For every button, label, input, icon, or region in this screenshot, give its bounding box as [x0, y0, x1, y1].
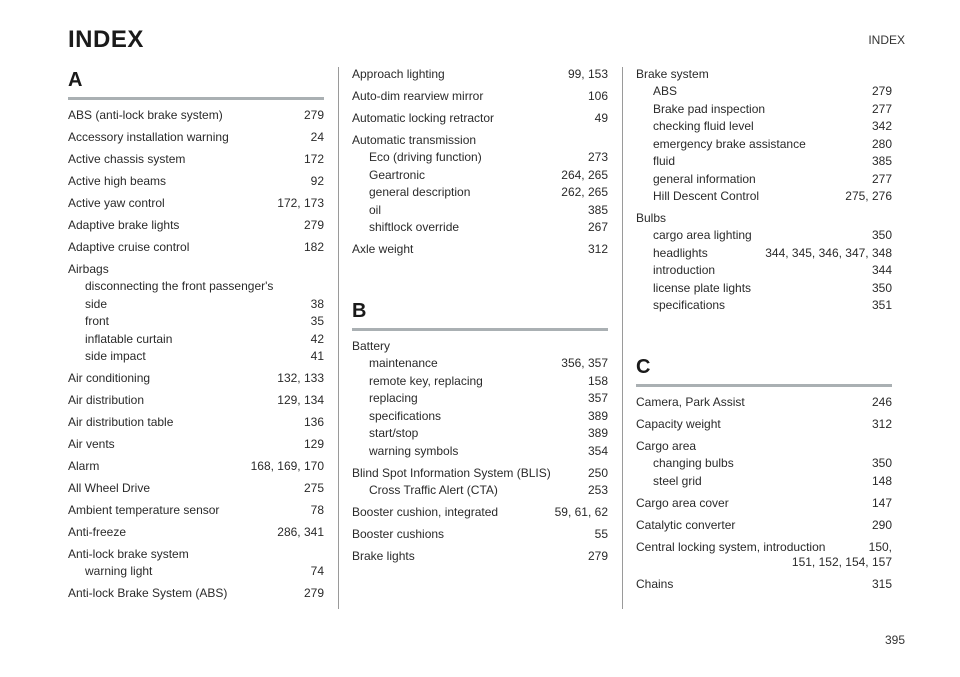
sub-entry-row	[369, 168, 608, 183]
entry-row	[68, 393, 324, 408]
entry-term: Cargo area cover	[636, 495, 729, 510]
sub-entry-row	[653, 189, 892, 204]
sub-entry-term: Eco (driving function)	[369, 150, 482, 164]
entry-row	[352, 549, 608, 564]
sub-entry-row	[653, 298, 892, 313]
index-entry	[68, 481, 324, 496]
sub-entry-term: Hill Descent Control	[653, 189, 760, 203]
entry-pages: 246	[871, 395, 892, 409]
entry-pages: 59, 61, 62	[554, 504, 608, 519]
entry-pages: 55	[594, 526, 608, 541]
sub-entry-term: side impact	[85, 349, 146, 363]
sub-entry-row	[653, 137, 892, 152]
sub-entry-row	[85, 279, 324, 294]
entry-term: Air vents	[68, 437, 115, 451]
entry-term: Anti-lock Brake System (ABS)	[68, 586, 228, 600]
entry-term: Auto-dim rearview mirror	[352, 89, 484, 103]
index-entry	[68, 371, 324, 386]
letter-rule	[352, 328, 608, 331]
sub-entry-pages: 253	[587, 482, 608, 497]
sub-entry-term: introduction	[653, 263, 716, 277]
entry-row	[352, 527, 608, 542]
sub-entry-pages: 385	[587, 202, 608, 217]
entry-row	[68, 503, 324, 518]
sub-entry-term: specifications	[653, 298, 726, 312]
entry-row	[68, 586, 324, 601]
sub-entries	[352, 356, 608, 459]
entry-row	[352, 339, 608, 354]
running-head: INDEX	[868, 33, 905, 47]
letter-heading: A	[68, 69, 83, 91]
sub-entry-pages: 389	[587, 408, 608, 423]
entry-term: Capacity weight	[636, 417, 721, 431]
sub-entries	[636, 228, 892, 313]
entry-term: Automatic transmission	[352, 133, 477, 147]
letter-rule	[68, 97, 324, 100]
sub-entry-pages: 148	[871, 473, 892, 488]
entry-term: Air conditioning	[68, 371, 151, 385]
sub-entry-term: fluid	[653, 154, 676, 168]
page-number: 395	[884, 633, 905, 647]
entry-pages: 136	[303, 415, 324, 429]
entry-row	[68, 108, 324, 123]
index-entry	[68, 525, 324, 540]
entry-term: Active high beams	[68, 174, 167, 188]
entry-row	[68, 459, 324, 474]
sub-entry-term: changing bulbs	[653, 456, 734, 470]
index-entry	[68, 393, 324, 408]
index-entry	[636, 67, 892, 204]
entry-term: Brake system	[636, 67, 709, 81]
entry-pages: 49	[594, 111, 608, 125]
entry-term: Booster cushion, integrated	[352, 504, 499, 519]
sub-entry-row	[653, 154, 892, 169]
index-entry	[68, 503, 324, 518]
sub-entry-row	[369, 185, 608, 200]
entry-row	[68, 152, 324, 167]
entry-pages: 279	[303, 218, 324, 232]
index-entry	[636, 439, 892, 489]
entry-row	[68, 262, 324, 277]
letter-heading-block	[68, 69, 324, 100]
letter-heading-block	[352, 300, 608, 331]
entry-pages: 275	[303, 481, 324, 495]
sub-entry-term: checking fluid level	[653, 119, 754, 133]
entry-row	[68, 437, 324, 452]
sub-entry-pages: 74	[310, 564, 324, 578]
sub-entry-row	[653, 263, 892, 278]
sub-entry-pages: 350	[871, 228, 892, 242]
sub-entry-term: start/stop	[369, 426, 419, 440]
entry-row	[352, 89, 608, 104]
sub-entry-row	[369, 356, 608, 371]
entry-row	[636, 417, 892, 432]
entry-pages: 99, 153	[567, 67, 608, 81]
index-entry	[636, 496, 892, 511]
sub-entry-pages: 350	[871, 456, 892, 470]
sub-entry-pages: 279	[871, 84, 892, 98]
sub-entry-term: Cross Traffic Alert (CTA)	[369, 482, 498, 497]
sub-entry-term: cargo area lighting	[653, 228, 752, 242]
entry-pages: 132, 133	[277, 371, 324, 385]
entry-row	[636, 395, 892, 410]
entry-pages: 279	[303, 586, 324, 600]
sub-entry-term: warning symbols	[369, 443, 459, 458]
sub-entry-term: Geartronic	[369, 167, 426, 182]
entry-row	[352, 466, 608, 481]
index-column-1	[68, 67, 324, 608]
sub-entry-pages: 158	[587, 373, 608, 388]
entry-pages: 147	[871, 495, 892, 510]
entry-pages: 182	[303, 240, 324, 254]
sub-entry-row	[369, 391, 608, 406]
entry-term: Approach lighting	[352, 67, 445, 81]
entry-term: Booster cushions	[352, 526, 445, 541]
entry-pages: 129	[303, 437, 324, 451]
sub-entry-pages: 35	[310, 314, 324, 328]
entry-term: Adaptive brake lights	[68, 218, 180, 232]
sub-entry-term: remote key, replacing	[369, 373, 483, 388]
sub-entry-term: specifications	[369, 408, 442, 423]
letter-rule	[636, 384, 892, 387]
entry-row	[68, 174, 324, 189]
sub-entry-row	[369, 409, 608, 424]
index-entry	[68, 459, 324, 474]
sub-entry-row	[653, 281, 892, 296]
sub-entry-term: general description	[369, 185, 471, 199]
entry-term: Anti-freeze	[68, 525, 127, 539]
index-entry	[68, 218, 324, 233]
index-entry	[68, 196, 324, 211]
entry-row	[68, 481, 324, 496]
sub-entry-row	[369, 203, 608, 218]
sub-entry-pages: 273	[587, 150, 608, 164]
index-entry	[68, 262, 324, 364]
sub-entry-row	[369, 444, 608, 459]
sub-entry-term: warning light	[85, 564, 153, 578]
entry-term: Air distribution table	[68, 415, 174, 429]
entry-term: All Wheel Drive	[68, 481, 151, 495]
letter-heading-block	[636, 356, 892, 387]
sub-entry-term: disconnecting the front passenger's	[85, 279, 274, 293]
sub-entry-pages: 356, 357	[561, 356, 608, 370]
page-title: INDEX	[68, 26, 144, 53]
entry-row	[68, 196, 324, 211]
entry-pages: 250	[587, 465, 608, 480]
sub-entry-term: Brake pad inspection	[653, 101, 766, 116]
entry-term: Active chassis system	[68, 152, 186, 166]
entry-term: Alarm	[68, 459, 100, 473]
entry-row	[68, 525, 324, 540]
entry-pages: 315	[871, 576, 892, 591]
entry-term: Blind Spot Information System (BLIS)	[352, 465, 551, 480]
entry-pages: 24	[310, 130, 324, 144]
index-entry	[636, 211, 892, 313]
index-entry	[352, 111, 608, 126]
sub-entry-row	[85, 297, 324, 312]
entry-term: Camera, Park Assist	[636, 395, 745, 409]
sub-entry-pages: 344, 345, 346, 347, 348	[765, 245, 892, 260]
sub-entry-pages: 354	[587, 443, 608, 458]
sub-entry-row	[653, 474, 892, 489]
index-entry	[352, 242, 608, 257]
sub-entry-term: replacing	[369, 391, 418, 405]
entry-term: Bulbs	[636, 211, 667, 225]
index-entry	[352, 466, 608, 498]
sub-entry-row	[653, 172, 892, 187]
sub-entry-row	[653, 119, 892, 134]
index-entry	[68, 130, 324, 145]
entry-row	[352, 242, 608, 257]
sub-entry-row	[369, 483, 608, 498]
column-divider	[338, 67, 339, 609]
sub-entry-pages: 389	[587, 426, 608, 440]
sub-entry-row	[653, 228, 892, 243]
sub-entry-row	[369, 220, 608, 235]
entry-pages: 106	[587, 89, 608, 103]
sub-entry-pages: 277	[871, 171, 892, 186]
entry-pages: 312	[871, 417, 892, 431]
sub-entry-term: inflatable curtain	[85, 331, 173, 346]
sub-entry-term: maintenance	[369, 356, 438, 370]
sub-entry-term: steel grid	[653, 473, 702, 488]
entry-term: Battery	[352, 339, 391, 353]
sub-entry-pages: 262, 265	[561, 185, 608, 199]
entry-row	[636, 211, 892, 226]
entry-term: Axle weight	[352, 242, 414, 256]
entry-row	[352, 505, 608, 520]
sub-entry-pages: 351	[871, 298, 892, 312]
column-divider	[622, 67, 623, 609]
index-entry	[352, 89, 608, 104]
sub-entry-term: ABS	[653, 84, 678, 98]
section-spacer	[636, 320, 892, 354]
sub-entry-row	[369, 150, 608, 165]
entry-pages: 92	[310, 174, 324, 188]
entry-term: Cargo area	[636, 439, 697, 453]
entry-row	[636, 67, 892, 82]
sub-entry-pages: 277	[871, 101, 892, 116]
entry-row	[636, 540, 892, 555]
entry-pages: 312	[587, 242, 608, 256]
sub-entry-pages: 344	[871, 263, 892, 277]
sub-entries	[352, 150, 608, 235]
index-entry	[68, 415, 324, 430]
letter-heading: C	[636, 356, 651, 378]
entry-term: Airbags	[68, 262, 109, 276]
entry-row	[68, 130, 324, 145]
entry-pages: 286, 341	[277, 525, 324, 539]
sub-entry-term: side	[85, 296, 108, 311]
sub-entry-pages: 350	[871, 280, 892, 295]
sub-entry-term: oil	[369, 202, 382, 217]
sub-entry-term: shiftlock override	[369, 220, 460, 234]
sub-entry-pages: 342	[871, 119, 892, 133]
sub-entry-row	[653, 102, 892, 117]
sub-entry-term: general information	[653, 171, 756, 186]
entry-term: Active yaw control	[68, 196, 165, 210]
index-entry	[352, 549, 608, 564]
entry-pages: 150,	[868, 539, 892, 554]
entry-pages-continued: 151, 152, 154, 157	[791, 554, 892, 569]
sub-entry-term: license plate lights	[653, 280, 752, 295]
sub-entry-term: front	[85, 314, 110, 328]
entry-row	[352, 133, 608, 148]
entry-pages: 78	[310, 503, 324, 517]
sub-entry-pages: 357	[587, 391, 608, 405]
entry-term: Accessory installation warning	[68, 130, 229, 144]
sub-entry-row	[85, 349, 324, 364]
entry-pages: 290	[871, 517, 892, 532]
sub-entry-row	[653, 246, 892, 261]
sub-entry-pages: 264, 265	[561, 167, 608, 182]
index-entry	[68, 108, 324, 123]
entry-pages: 168, 169, 170	[250, 459, 324, 473]
section-spacer	[352, 264, 608, 298]
sub-entry-row	[369, 426, 608, 441]
entry-term: Anti-lock brake system	[68, 547, 189, 561]
index-entry	[68, 437, 324, 452]
entry-term: Adaptive cruise control	[68, 240, 190, 254]
entry-term: Central locking system, introduction	[636, 539, 826, 554]
index-entry	[68, 152, 324, 167]
entry-row	[352, 111, 608, 126]
sub-entry-pages: 275, 276	[845, 189, 892, 203]
sub-entry-row	[85, 314, 324, 329]
entry-row	[636, 518, 892, 533]
sub-entry-row	[85, 564, 324, 579]
sub-entry-pages: 385	[871, 154, 892, 168]
entry-row	[636, 439, 892, 454]
entry-term: Brake lights	[352, 548, 415, 563]
index-entry	[68, 547, 324, 579]
entry-row	[636, 577, 892, 592]
sub-entry-pages: 38	[310, 296, 324, 311]
entry-pages: 172, 173	[277, 196, 324, 210]
sub-entry-pages: 280	[871, 136, 892, 151]
index-entry	[636, 540, 892, 570]
sub-entries	[68, 564, 324, 579]
index-entry	[636, 518, 892, 533]
sub-entry-pages: 42	[310, 331, 324, 346]
index-entry	[636, 417, 892, 432]
index-entry	[352, 527, 608, 542]
entry-row	[68, 415, 324, 430]
index-entry	[68, 240, 324, 255]
entry-row	[68, 240, 324, 255]
index-entry	[636, 395, 892, 410]
sub-entry-row	[653, 84, 892, 99]
index-column-2	[352, 67, 608, 571]
entry-term: Air distribution	[68, 393, 145, 407]
index-entry	[352, 339, 608, 459]
sub-entry-term: emergency brake assistance	[653, 136, 806, 151]
index-entry	[68, 174, 324, 189]
entry-pages: 279	[303, 108, 324, 122]
entry-pages: 279	[587, 548, 608, 563]
entry-term: Ambient temperature sensor	[68, 503, 220, 517]
sub-entry-pages: 41	[310, 349, 324, 363]
entry-term: Automatic locking retractor	[352, 111, 495, 125]
letter-heading: B	[352, 300, 367, 322]
sub-entry-pages: 267	[587, 220, 608, 234]
entry-term: ABS (anti-lock brake system)	[68, 108, 223, 122]
index-entry	[636, 577, 892, 592]
sub-entries	[352, 483, 608, 498]
index-entry	[352, 67, 608, 82]
sub-entry-row	[653, 456, 892, 471]
index-column-3	[636, 67, 892, 599]
entry-term: Chains	[636, 576, 674, 591]
entry-row	[68, 218, 324, 233]
index-entry	[352, 505, 608, 520]
sub-entry-row	[369, 374, 608, 389]
entry-term: Catalytic converter	[636, 517, 736, 532]
sub-entries	[68, 279, 324, 364]
entry-row	[352, 67, 608, 82]
sub-entry-term: headlights	[653, 245, 708, 260]
entry-pages: 172	[303, 152, 324, 166]
entry-row	[636, 496, 892, 511]
entry-row	[68, 371, 324, 386]
entry-pages: 129, 134	[277, 393, 324, 407]
sub-entries	[636, 456, 892, 489]
sub-entry-row	[85, 332, 324, 347]
entry-row	[68, 547, 324, 562]
sub-entries	[636, 84, 892, 204]
index-entry	[68, 586, 324, 601]
index-entry	[352, 133, 608, 235]
